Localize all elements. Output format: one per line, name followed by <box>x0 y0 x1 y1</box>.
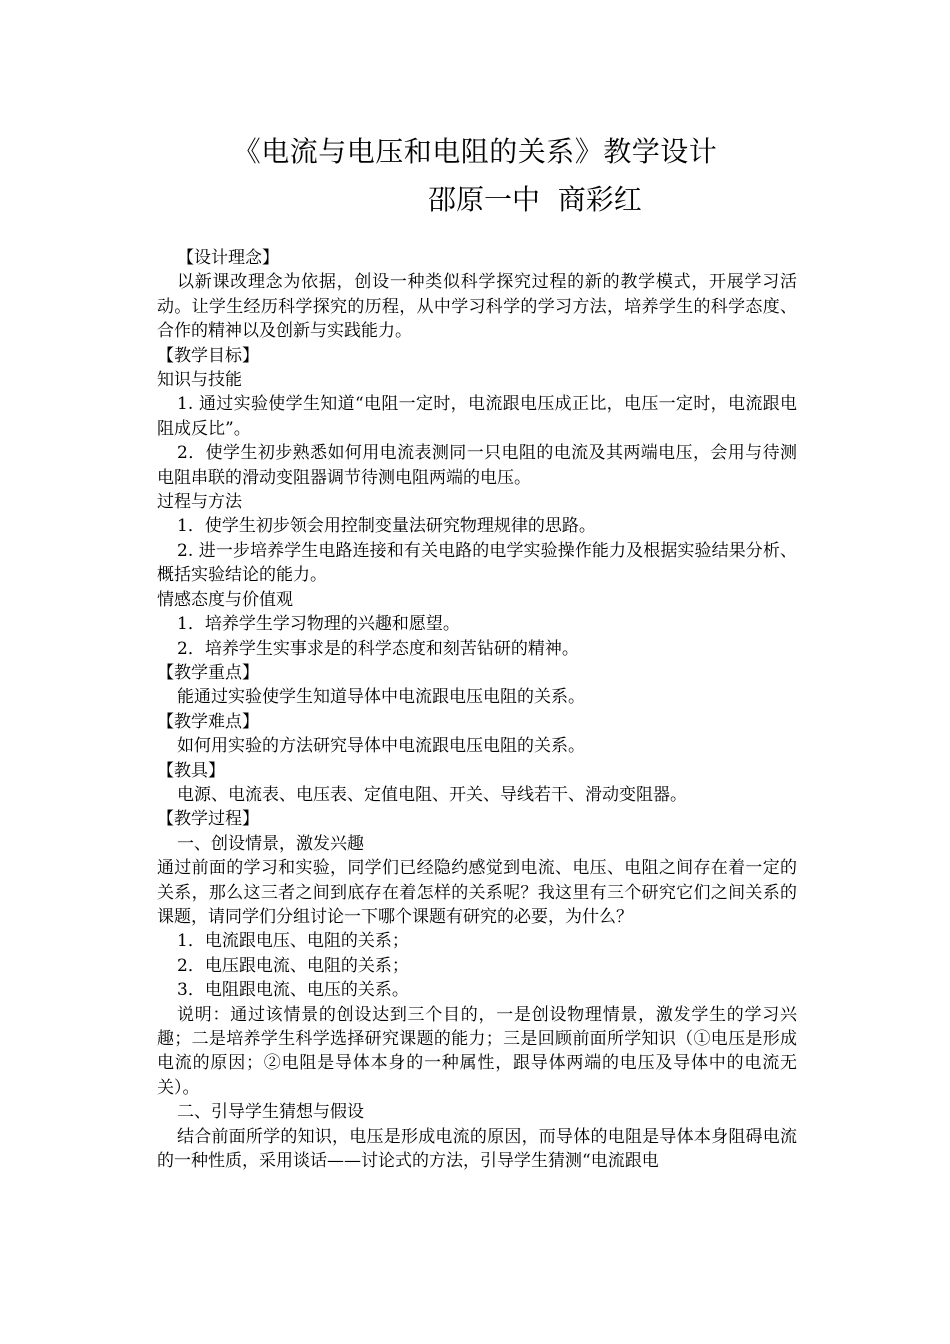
paragraph-step-one: 通过前面的学习和实验，同学们已经隐约感觉到电流、电压、电阻之间存在着一定的关系，那么这三者之间到底存在着怎样的关系呢？我这里有三个研究它们之间关系的课题，请同学们分组讨论一下哪个课题有研究的必要，为什么？ <box>157 858 797 927</box>
section-heading-teaching-goals: 【教学目标】 <box>157 345 259 366</box>
paragraph-teaching-aids: 电源、电流表、电压表、定值电阻、开关、导线若干、滑动变阻器。 <box>177 784 687 805</box>
list-item: 2. 进一步培养学生电路连接和有关电路的电学实验操作能力及根据实验结果分析、概括实验结论的能力。 <box>157 540 797 586</box>
paragraph-step-two: 结合前面所学的知识，电压是形成电流的原因，而导体的电阻是导体本身阻碍电流的一种性质，采用谈话——讨论式的方法，引导学生猜测“电流跟电 <box>157 1126 797 1172</box>
document-body <box>157 246 797 1173</box>
list-item: 1. 通过实验使学生知道“电阻一定时，电流跟电压成正比，电压一定时，电流跟电阻成反比”。 <box>157 394 797 439</box>
list-item: 2．培养学生实事求是的科学态度和刻苦钻研的精神。 <box>177 638 579 659</box>
list-item: 1．培养学生学习物理的兴趣和愿望。 <box>177 614 460 635</box>
subheading-step-two: 二、引导学生猜想与假设 <box>177 1102 364 1123</box>
list-item: 2．电压跟电流、电阻的关系； <box>177 955 409 976</box>
paragraph-difficulties: 如何用实验的方法研究导体中电流跟电压电阻的关系。 <box>177 736 585 757</box>
subheading-process-methods: 过程与方法 <box>157 492 242 513</box>
section-heading-key-points: 【教学重点】 <box>157 662 259 683</box>
list-item: 3．电阻跟电流、电压的关系。 <box>177 980 409 1001</box>
subheading-emotion-values: 情感态度与价值观 <box>157 589 293 610</box>
list-item: 1．电流跟电压、电阻的关系； <box>177 931 409 952</box>
paragraph-explanation: 说明：通过该情景的创设达到三个目的，一是创设物理情景，激发学生的学习兴趣；二是培养学生科学选择研究课题的能力；三是回顾前面所学知识（①电压是形成电流的原因；②电阻是导体本身的一种属性，跟导体两端的电压及导体中的电流无关）。 <box>157 1004 797 1098</box>
section-heading-teaching-aids: 【教具】 <box>157 760 225 781</box>
section-heading-teaching-process: 【教学过程】 <box>157 809 259 830</box>
subheading-knowledge-skills: 知识与技能 <box>157 370 242 391</box>
section-heading-difficulties: 【教学难点】 <box>157 711 259 732</box>
document-title: 《电流与电压和电阻的关系》教学设计 <box>232 135 718 168</box>
paragraph-key-points: 能通过实验使学生知道导体中电流跟电压电阻的关系。 <box>177 687 585 708</box>
list-item: 1．使学生初步领会用控制变量法研究物理规律的思路。 <box>177 516 596 537</box>
paragraph-design-concept: 以新课改理念为依据，创设一种类似科学探究过程的新的教学模式，开展学习活动。让学生经历科学探究的历程，从中学习科学的学习方法，培养学生的科学态度、合作的精神以及创新与实践能力。 <box>157 272 797 342</box>
section-heading-design-concept: 【设计理念】 <box>177 248 279 268</box>
document-author: 邵原一中 商彩红 <box>428 183 642 216</box>
subheading-step-one: 一、创设情景，激发兴趣 <box>177 833 364 854</box>
list-item: 2．使学生初步熟悉如何用电流表测同一只电阻的电流及其两端电压，会用与待测电阻串联的滑动变阻器调节待测电阻两端的电压。 <box>157 443 797 488</box>
